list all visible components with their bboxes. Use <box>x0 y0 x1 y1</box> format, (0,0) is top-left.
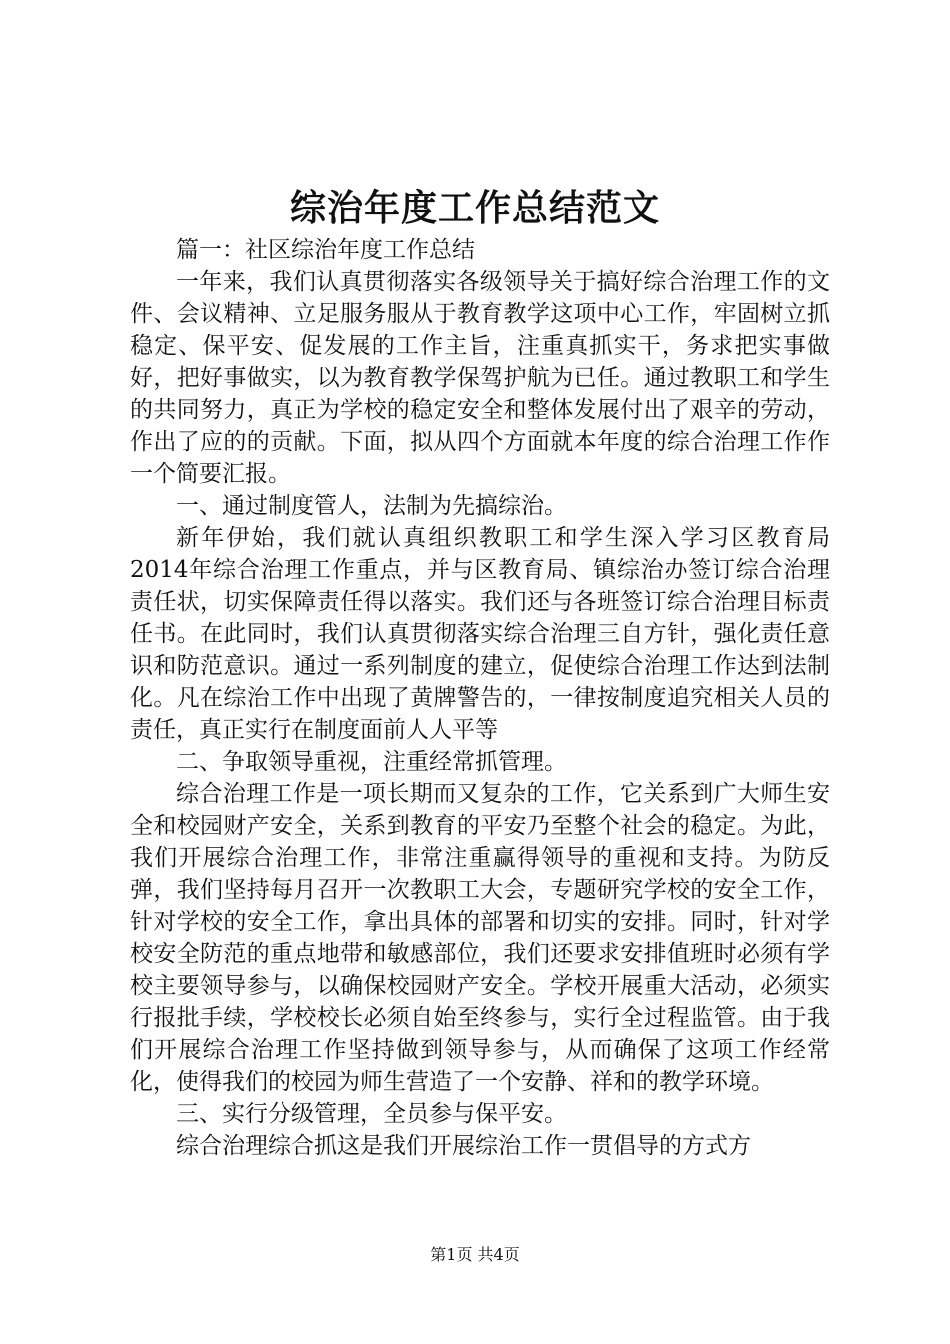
body-paragraph: 综合治理工作是一项长期而又复杂的工作，它关系到广大师生安全和校园财产安全，关系到教育的平安乃至整个社会的稳定。为此，我们开展综合治理工作，非常注重赢得领导的重视和支持。为防反弹，我们坚持每月召开一次教职工大会，专题研究学校的安全工作，针对学校的安全工作，拿出具体的部署和切实的安排。同时，针对学校安全防范的重点地带和敏感部位，我们还要求安排值班时必须有学校主要领导参与，以确保校园财产安全。学校开展重大活动，必须实行报批手续，学校校长必须自始至终参与，实行全过程监管。由于我们开展综合治理工作坚持做到领导参与，从而确保了这项工作经常化，使得我们的校园为师生营造了一个安静、祥和的教学环境。 <box>130 781 830 1095</box>
section-heading: 一、通过制度管人，法制为先搞综治。 <box>176 493 567 519</box>
body-paragraph: 一年来，我们认真贯彻落实各级领导关于搞好综合治理工作的文件、会议精神、立足服务服从于教育教学这项中心工作，牢固树立抓稳定、保平安、促发展的工作主旨，注重真抓实干，务求把实事做好，把好事做实，以为教育教学保驾护航为已任。通过教职工和学生的共同努力，真正为学校的稳定安全和整体发展付出了艰辛的劳动，作出了应的的贡献。下面，拟从四个方面就本年度的综合治理工作作一个简要汇报。 <box>130 269 830 487</box>
document-title: 综治年度工作总结范文 <box>289 187 660 229</box>
page-number-footer: 第1页 共4页 <box>430 1245 520 1264</box>
body-paragraph: 新年伊始，我们就认真组织教职工和学生深入学习区教育局2014年综合治理工作重点，并与区教育局、镇综治办签订综合治理责任状，切实保障责任得以落实。我们还与各班签订综合治理目标责任书。在此同时，我们认真贯彻落实综合治理三自方针，强化责任意识和防范意识。通过一系列制度的建立，促使综合治理工作达到法制化。凡在综治工作中出现了黄牌警告的，一律按制度追究相关人员的责任，真正实行在制度面前人人平等 <box>130 525 830 743</box>
document-body <box>130 234 830 1162</box>
body-paragraph: 综合治理综合抓这是我们开展综治工作一贯倡导的方式方 <box>176 1133 751 1159</box>
section-heading: 篇一：社区综治年度工作总结 <box>176 237 475 263</box>
section-heading: 二、争取领导重视，注重经常抓管理。 <box>176 749 567 775</box>
section-heading: 三、实行分级管理，全员参与保平安。 <box>176 1101 567 1127</box>
